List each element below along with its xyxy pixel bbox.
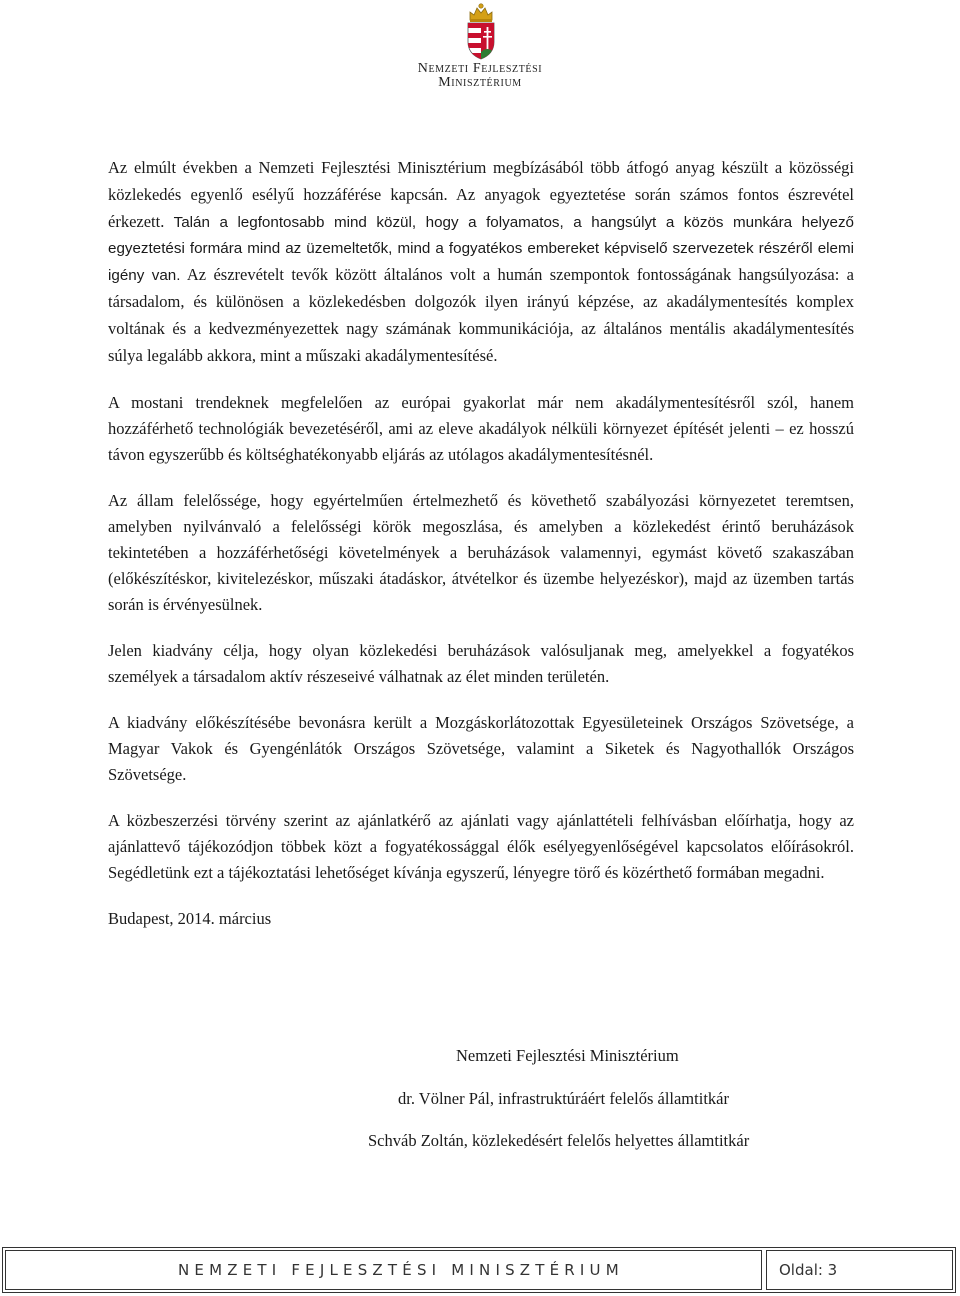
page-footer (2, 1247, 956, 1293)
paragraph-3: Az állam felelőssége, hogy egyértelműen értelmezhető és követhető szabályozási környezetet teremtsen, amelyben nyilvánvaló a felelősségi körök megoszlása, és amelyben a közlekedést érintő beruházások tekintetében a hozzáférhetőségi követelmények a beruházások valamennyi, egymást követő szakaszában (előkészítéskor, kivitelezéskor, műszaki átadáskor, átvételkor és üzembe helyezéskor), majd az üzemben tartás során is érvényesülnek. (108, 491, 854, 614)
date-line: Budapest, 2014. március (108, 909, 272, 928)
document-body (108, 155, 854, 932)
footer-ministry-name: NEMZETI FEJLESZTÉSI MINISZTÉRIUM (5, 1250, 762, 1290)
paragraph-6: A közbeszerzési törvény szerint az ajánlatkérő az ajánlati vagy ajánlattételi felhívásban előírhatja, hogy az ajánlattevő tájékozódjon többek közt a fogyatékossággal élők esélyegyenlőségével kapcsolatos előírásokról. Segédletünk ezt a tájékoztatási lehetőséget kívánja egyszerű, lényegre törő és közérthető formában megadni. (108, 811, 854, 882)
signature-deputy-secretary: Schváb Zoltán, közlekedésért felelős helyettes államtitkár (368, 1131, 750, 1150)
paragraph-2: A mostani trendeknek megfelelően az európai gyakorlat már nem akadálymentesítésről szól, hanem hozzáférhető technológiák bevezetéséről, ami az eleve akadályok nélküli környezet építését jelenti – ez hosszú távon egyszerűbb és költséghatékonyabb eljárás az utólagos akadálymentesítésnél. (108, 393, 854, 464)
logo-line-2: Minisztérium (438, 75, 522, 90)
ministry-logo-text (0, 62, 960, 90)
paragraph-1-part-3: Az észrevételt tevők között általános volt a humán szempontok fontosságának hangsúlyozása: a társadalom, és különösen a közlekedésben dolgozók ilyen irányú képzése, az akadálymentesítés komplex voltának és a kedvezményezettek nagy számának kommunikációja, az általános mentális akadálymentesítés súlya legalább akkora, mint a műszaki akadálymentesítésé. (108, 265, 854, 365)
signature-ministry: Nemzeti Fejlesztési Minisztérium (456, 1046, 679, 1065)
hungarian-coat-of-arms-icon (463, 2, 499, 60)
paragraph-1-part-2: Talán a legfontosabb mind közül, hogy a folyamatos, a hangsúlyt a közös munkára helyező egyeztetési formára mind az üzemeltetők, mind a fogyatékos embereket képviselő szervezetek részéről elemi igény van. (108, 214, 854, 284)
signature-secretary: dr. Völner Pál, infrastruktúráért felelős államtitkár (398, 1089, 729, 1108)
logo-line-1: Nemzeti Fejlesztési (417, 61, 543, 76)
paragraph-5: A kiadvány előkészítésébe bevonásra került a Mozgáskorlátozottak Egyesületeinek Országos Szövetsége, a Magyar Vakok és Gyengénlátók Országos Szövetsége, valamint a Siketek és Nagyothallók Országos Szövetsége. (108, 713, 854, 784)
paragraph-4: Jelen kiadvány célja, hogy olyan közlekedési beruházások valósuljanak meg, amelyekkel a fogyatékos személyek a társadalom aktív részeseivé válhatnak az élet minden területén. (108, 641, 854, 686)
header-logo (0, 0, 960, 100)
footer-page-number: Oldal: 3 (766, 1250, 953, 1290)
paragraph-1 (108, 155, 854, 370)
paragraph-1-part-1: Az elmúlt években a Nemzeti Fejlesztési Minisztérium megbízásából több átfogó anyag készült a közösségi közlekedés egyenlő esélyű hozzáférése kapcsán. Az anyagok egyeztetése során számos fontos észrevétel érkezett. (108, 158, 854, 231)
